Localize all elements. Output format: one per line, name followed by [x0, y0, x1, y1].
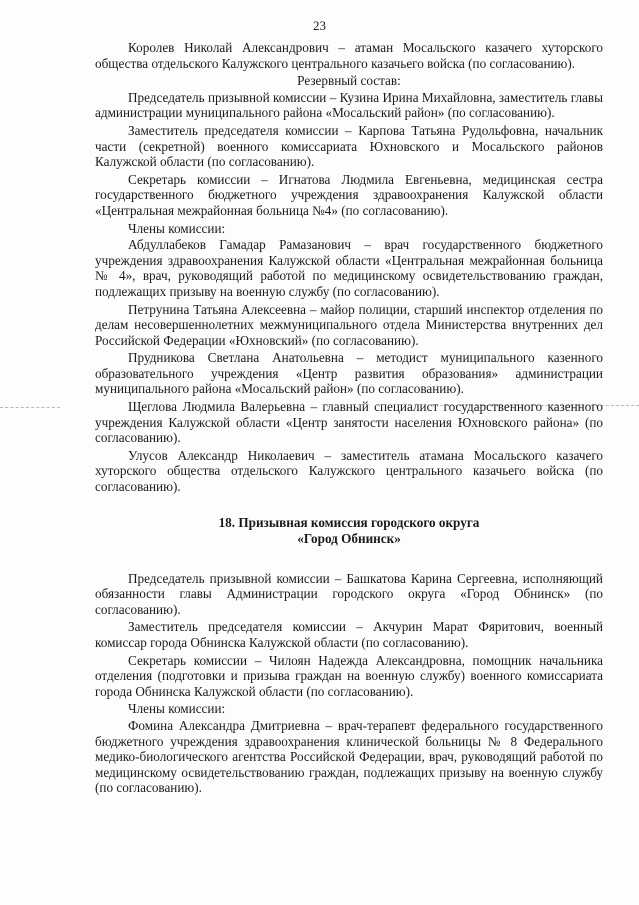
reserve-member-entry: Прудникова Светлана Анатольевна – методист муниципального казенного образовательного учреждения «Центр развития образования» администрации муниципального района «Мосальский район» (по согласованию). [95, 350, 603, 397]
section-chairman: Председатель призывной комиссии – Башкатова Карина Сергеевна, исполняющий обязанности главы Администрации городского округа «Город Обнинск» (по согласованию). [95, 570, 603, 617]
section-heading [95, 515, 603, 547]
reserve-member-entry: Петрунина Татьяна Алексеевна – майор полиции, старший инспектор отделения по делам несовершеннолетних межмуниципального отдела Министерства внутренних дел Российской Федерации «Юхновский» (по согласованию). [95, 301, 603, 348]
document-body [95, 40, 603, 798]
section-member-entry: Фомина Александра Дмитриевна – врач-терапевт федерального государственного бюджетного учреждения здравоохранения клинической больницы № 8 Федерального медико-биологического агентства Российской Федерации, врач, руководящий работой по медицинскому освидетельствованию граждан, подлежащих призыву на военную службу (по согласованию). [95, 717, 603, 796]
section-heading-line2: «Город Обнинск» [297, 530, 401, 546]
reserve-member-entry: Щеглова Людмила Валерьевна – главный специалист государственного казенного учреждения Калужской области «Центр занятости населения Юхновского района» (по согласованию). [95, 399, 603, 446]
section-deputy: Заместитель председателя комиссии – Акчурин Марат Фяритович, военный комиссар города Обнинска Калужской области (по согласованию). [95, 619, 603, 650]
reserve-secretary: Секретарь комиссии – Игнатова Людмила Евгеньевна, медицинская сестра государственного бюджетного учреждения здравоохранения Калужской области «Центральная межрайонная больница №4» (по согласованию). [95, 171, 603, 218]
member-entry-korolev: Королев Николай Александрович – атаман Мосальского казачего хуторского общества отдельского Калужского центрального казачьего войска (по согласованию). [95, 40, 603, 71]
scan-fold-line [0, 407, 60, 408]
section-secretary: Секретарь комиссии – Чилоян Надежда Александровна, помощник начальника отделения (подготовки и призыва граждан на военную службу) военного комиссариата города Обнинска Калужской области (по согласованию). [95, 652, 603, 699]
reserve-member-entry: Улусов Александр Николаевич – заместитель атамана Мосальского казачего хуторского общества отдельского Калужского центрального казачьего войска (по согласованию). [95, 447, 603, 495]
reserve-deputy: Заместитель председателя комиссии – Карпова Татьяна Рудольфовна, начальник части (секретной) военного комиссариата Юхновского и Мосальского районов Калужской области (по согласованию). [95, 122, 603, 170]
reserve-heading: Резервный состав: [297, 73, 401, 89]
section-members-label: Члены комиссии: [128, 701, 226, 717]
reserve-member-entry: Абдуллабеков Гамадар Рамазанович – врач государственного бюджетного учреждения здравоохранения Калужской области «Центральная межрайонная больница № 4», врач, руководящий работой по медицинскому освидетельствованию граждан, подлежащих призыву на военную службу (по согласованию). [95, 237, 603, 299]
page-number: 23 [313, 18, 326, 33]
reserve-chairman: Председатель призывной комиссии – Кузина Ирина Михайловна, заместитель главы администрации муниципального района «Мосальский район» (по согласованию). [95, 89, 603, 121]
section-heading-line1: 18. Призывная комиссия городского округа [218, 514, 480, 530]
reserve-members-label: Члены комиссии: [128, 220, 226, 236]
